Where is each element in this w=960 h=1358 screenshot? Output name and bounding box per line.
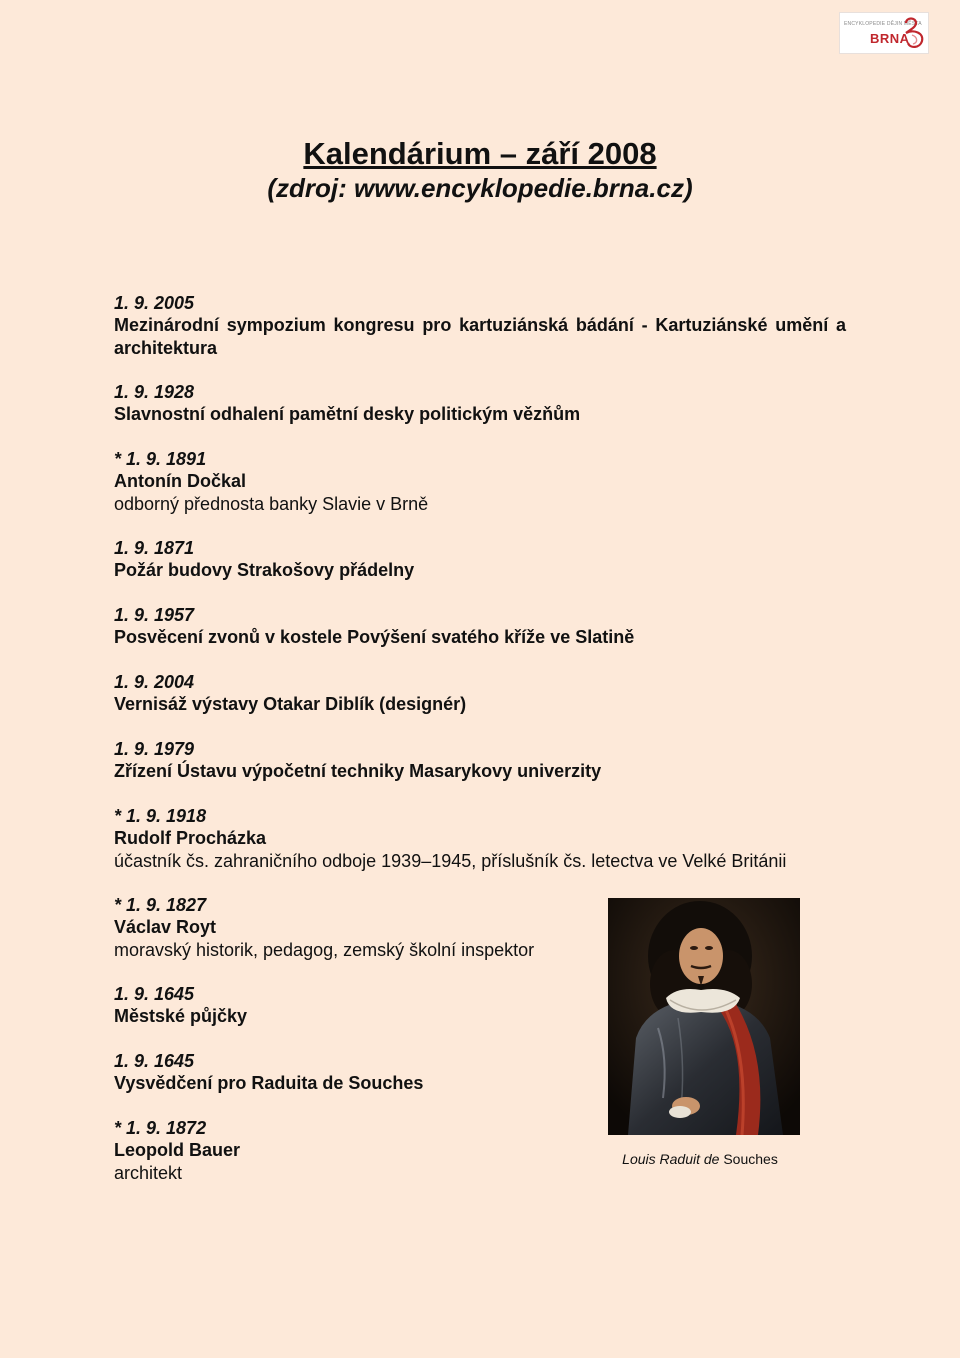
calendar-entry <box>114 894 584 961</box>
portrait-caption <box>610 1150 790 1168</box>
entry-date: 1. 9. 2004 <box>114 672 195 692</box>
entry-headline: Vysvědčení pro Raduita de Souches <box>114 1073 424 1094</box>
entry-date: 1. 9. 1645 <box>114 1051 195 1071</box>
entry-headline: Antonín Dočkal <box>114 471 247 492</box>
entry-description: architekt <box>114 1162 183 1183</box>
calendar-entry <box>114 448 846 515</box>
calendar-entry <box>114 805 846 872</box>
calendar-entry <box>114 381 846 426</box>
entry-headline: Slavnostní odhalení pamětní desky politickým vězňům <box>114 404 581 425</box>
page-subtitle: (zdroj: www.encyklopedie.brna.cz) <box>267 173 693 203</box>
entry-headline: Posvěcení zvonů v kostele Povýšení svatého kříže ve Slatině <box>114 627 635 648</box>
entry-date: 1. 9. 1957 <box>114 605 195 625</box>
calendar-entry <box>114 983 584 1028</box>
entry-headline: Městské půjčky <box>114 1006 248 1027</box>
entry-headline: Vernisáž výstavy Otakar Diblík (designér) <box>114 694 467 715</box>
entry-headline: Mezinárodní sympozium kongresu pro kartuziánská bádání - Kartuziánské umění a architektura <box>114 315 846 358</box>
calendar-entry <box>114 537 846 582</box>
logo-brna-text: BRNA <box>870 31 910 46</box>
logo-heart-icon <box>900 15 928 53</box>
entry-date: * 1. 9. 1872 <box>114 1118 207 1138</box>
caption-regular-part: Souches <box>723 1151 778 1167</box>
entry-date: 1. 9. 1928 <box>114 382 195 402</box>
entry-headline: Leopold Bauer <box>114 1140 241 1161</box>
calendar-entry <box>114 604 846 649</box>
entry-description: odborný přednosta banky Slavie v Brně <box>114 493 429 514</box>
page-title: Kalendárium – září 2008 <box>303 136 657 171</box>
entry-headline: Václav Royt <box>114 917 217 938</box>
entry-date: 1. 9. 1871 <box>114 538 195 558</box>
entry-date: 1. 9. 2005 <box>114 293 195 313</box>
calendar-entry <box>114 738 846 783</box>
entry-description: moravský historik, pedagog, zemský školní inspektor <box>114 939 535 960</box>
encyclopedia-logo[interactable] <box>839 12 929 54</box>
calendar-entry <box>114 1117 584 1184</box>
entry-date: * 1. 9. 1891 <box>114 449 207 469</box>
calendar-entry <box>114 671 846 716</box>
calendar-entry <box>114 292 846 359</box>
entry-headline: Požár budovy Strakošovy přádelny <box>114 560 415 581</box>
entry-headline: Rudolf Procházka <box>114 828 267 849</box>
entry-date: 1. 9. 1979 <box>114 739 195 759</box>
caption-italic-part: Louis Raduit de <box>622 1151 720 1167</box>
calendar-entry <box>114 1050 584 1095</box>
logo-small-text: ENCYKLOPEDIE DĚJIN MĚSTA <box>844 21 922 27</box>
entry-date: 1. 9. 1645 <box>114 984 195 1004</box>
portrait-image <box>608 898 800 1135</box>
entry-description: účastník čs. zahraničního odboje 1939–1945, příslušník čs. letectva ve Velké Británii <box>114 850 787 871</box>
entry-headline: Zřízení Ústavu výpočetní techniky Masarykovy univerzity <box>114 761 602 782</box>
entry-date: * 1. 9. 1827 <box>114 895 207 915</box>
entry-date: * 1. 9. 1918 <box>114 806 207 826</box>
